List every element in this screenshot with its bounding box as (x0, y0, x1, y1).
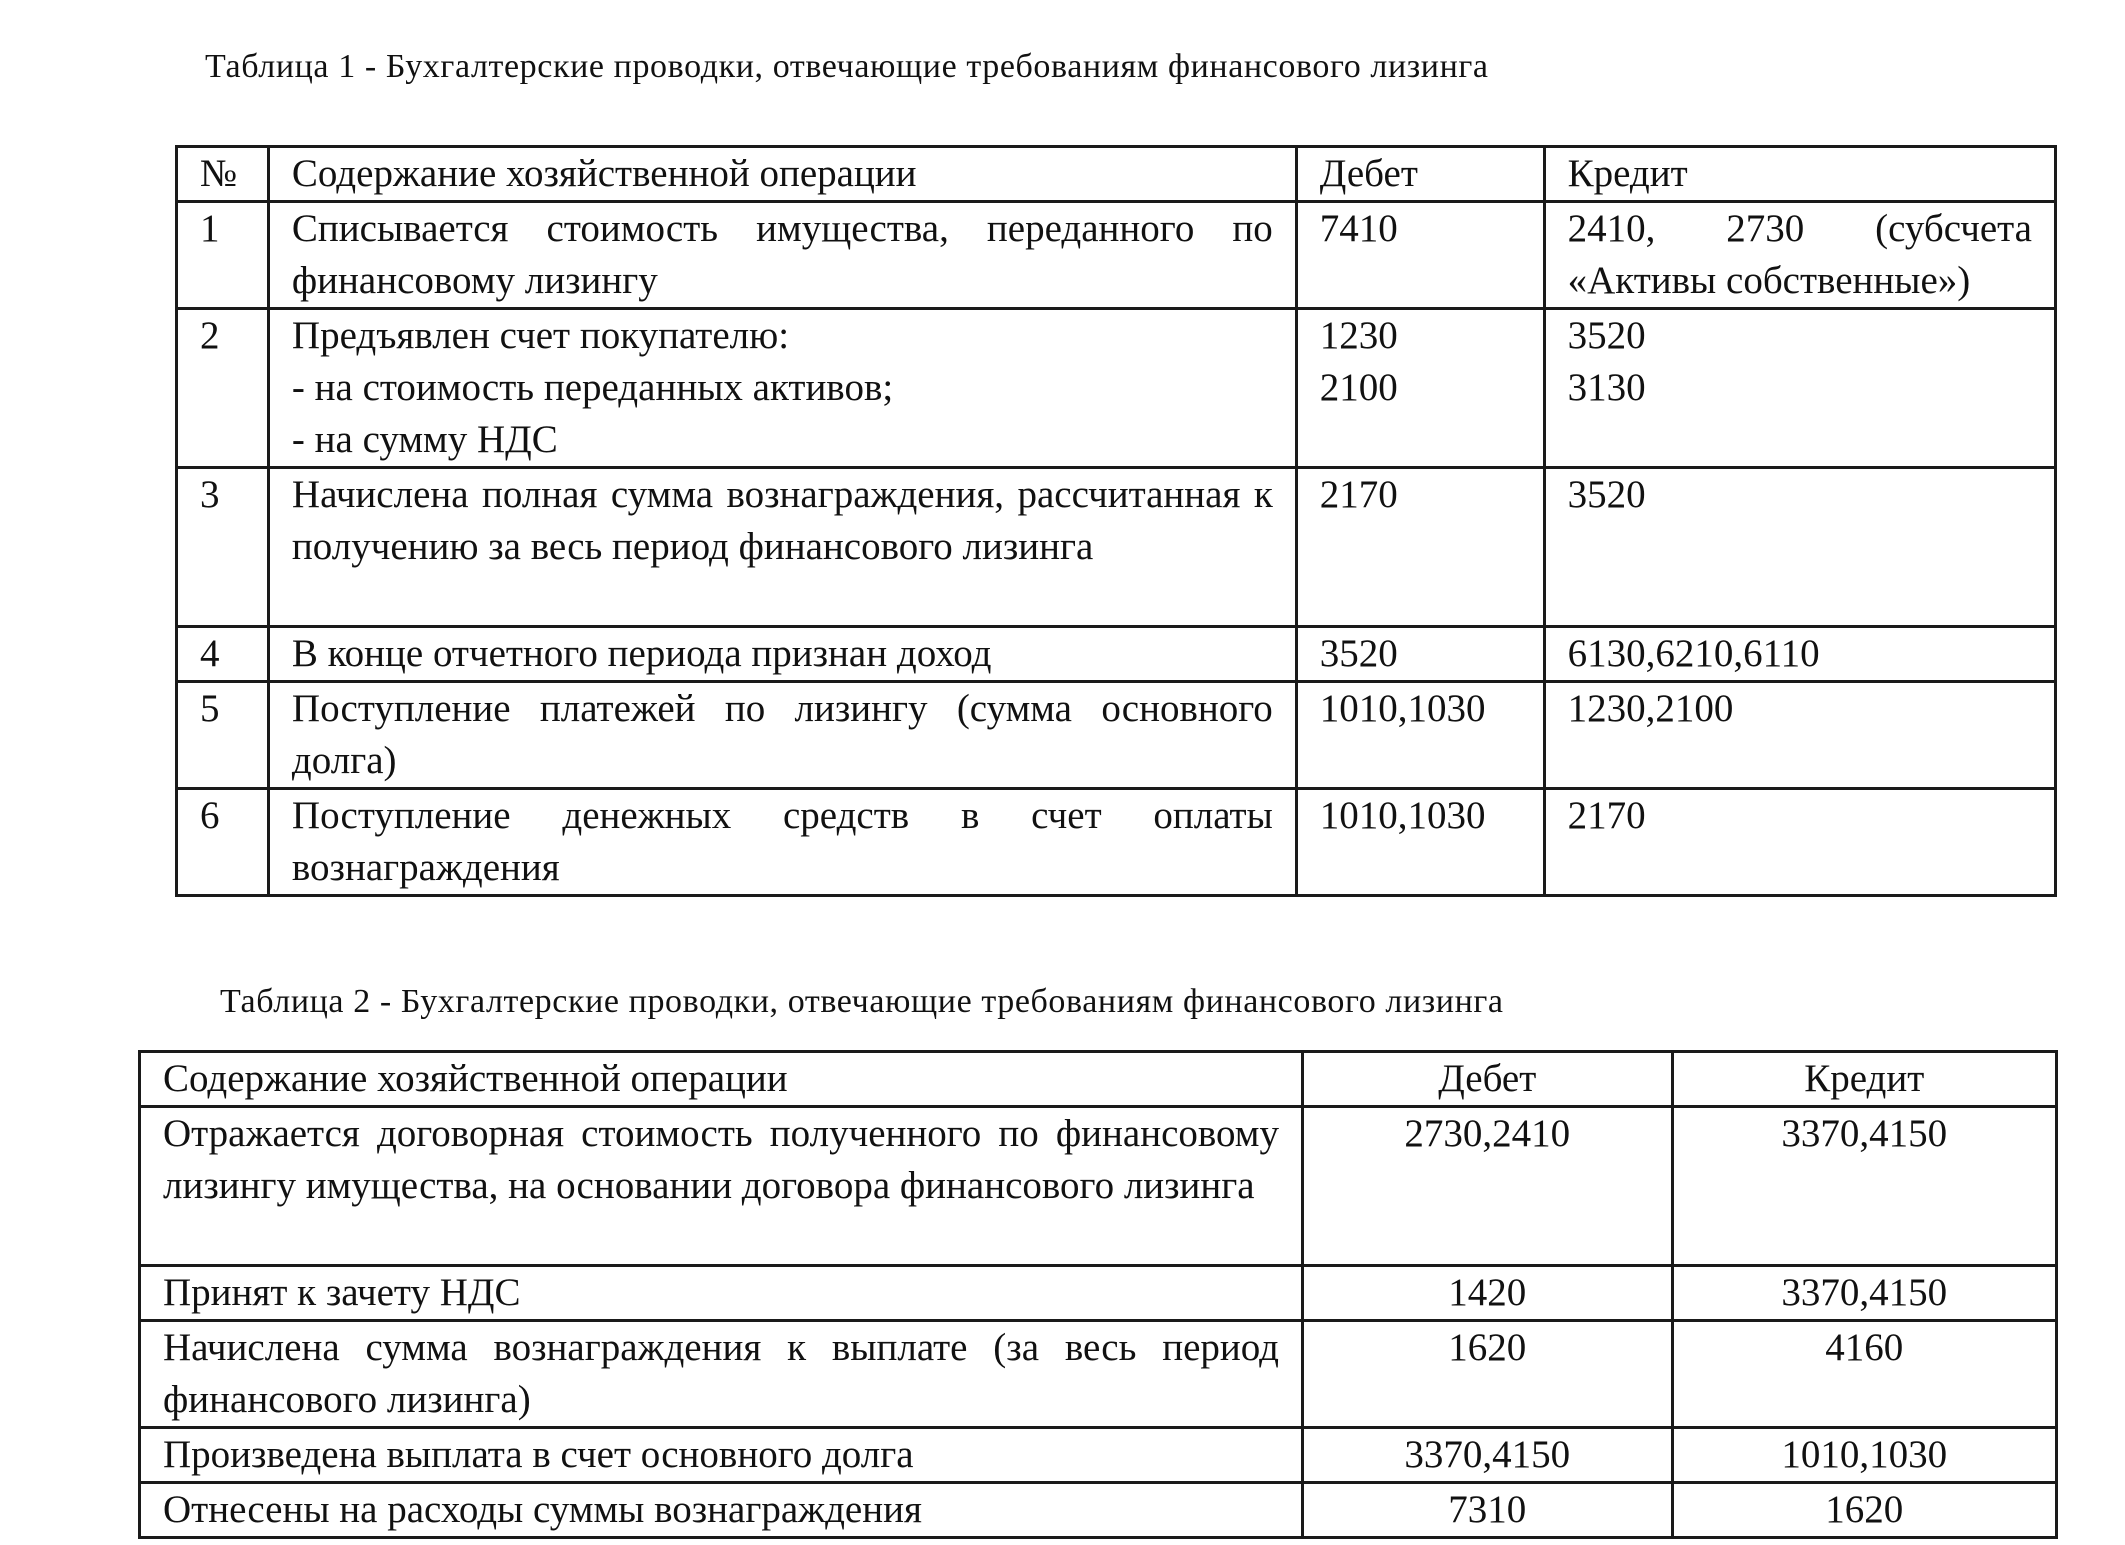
table-row (177, 682, 2056, 789)
table1-caption: Таблица 1 - Бухгалтерские проводки, отвечающие требованиям финансового лизинга (205, 48, 1489, 85)
row-credit-cell: 2170 (1544, 789, 2055, 896)
row-num-cell: 6 (177, 789, 269, 896)
row-debit-cell: 3370,4150 (1302, 1428, 1672, 1483)
table1 (175, 145, 2057, 897)
row-credit-cell: 3370,4150 (1672, 1266, 2057, 1321)
row-description-cell: Отражается договорная стоимость полученного по финансовому лизингу имущества, на основании договора финансового лизинга (140, 1107, 1303, 1266)
header-credit-cell: Кредит (1672, 1052, 2057, 1107)
row-credit-cell: 2410, 2730 (субсчета «Активы собственные») (1544, 202, 2055, 309)
row-description-cell (268, 309, 1296, 468)
table-row (177, 202, 2056, 309)
row-debit-cell: 1620 (1302, 1321, 1672, 1428)
row-num-cell: 5 (177, 682, 269, 789)
header-debit-cell: Дебет (1302, 1052, 1672, 1107)
row-credit-cell: 1010,1030 (1672, 1428, 2057, 1483)
row-credit-cell: 1620 (1672, 1483, 2057, 1538)
table2 (138, 1050, 2058, 1539)
table-row (177, 468, 2056, 627)
description-line: - на сумму НДС (291, 418, 558, 461)
row-debit-cell (1296, 309, 1544, 468)
row-debit-cell: 2730,2410 (1302, 1107, 1672, 1266)
debit-line: 2100 (1319, 366, 1398, 409)
table-row (140, 1428, 2057, 1483)
row-debit-cell: 1010,1030 (1296, 789, 1544, 896)
row-description-cell: Поступление денежных средств в счет оплаты вознаграждения (268, 789, 1296, 896)
table-row (177, 789, 2056, 896)
row-num-cell: 3 (177, 468, 269, 627)
row-debit-cell: 1010,1030 (1296, 682, 1544, 789)
row-credit-cell (1544, 309, 2055, 468)
header-debit-cell: Дебет (1296, 147, 1544, 202)
header-description-cell: Содержание хозяйственной операции (268, 147, 1296, 202)
row-description-cell: Начислена полная сумма вознаграждения, рассчитанная к получению за весь период финансового лизинга (268, 468, 1296, 627)
credit-line: 3520 (1567, 314, 1646, 357)
table2-caption: Таблица 2 - Бухгалтерские проводки, отвечающие требованиям финансового лизинга (220, 983, 1504, 1020)
description-line: - на стоимость переданных активов; (291, 366, 894, 409)
row-num-cell: 1 (177, 202, 269, 309)
table-row (140, 1107, 2057, 1266)
row-credit-cell: 6130,6210,6110 (1544, 627, 2055, 682)
row-debit-cell: 3520 (1296, 627, 1544, 682)
row-description-cell: В конце отчетного периода признан доход (268, 627, 1296, 682)
table-row (177, 627, 2056, 682)
row-description-cell: Поступление платежей по лизингу (сумма основного долга) (268, 682, 1296, 789)
row-credit-cell: 3520 (1544, 468, 2055, 627)
table2-header-row (140, 1052, 2057, 1107)
table-row (140, 1483, 2057, 1538)
description-line: Предъявлен счет покупателю: (291, 314, 790, 357)
row-debit-cell: 2170 (1296, 468, 1544, 627)
row-credit-cell: 1230,2100 (1544, 682, 2055, 789)
row-num-cell: 2 (177, 309, 269, 468)
table-row (140, 1266, 2057, 1321)
row-description-cell: Принят к зачету НДС (140, 1266, 1303, 1321)
debit-line: 1230 (1319, 314, 1398, 357)
row-description-cell: Отнесены на расходы суммы вознаграждения (140, 1483, 1303, 1538)
table-row (177, 309, 2056, 468)
credit-line: 3130 (1567, 366, 1646, 409)
header-credit-cell: Кредит (1544, 147, 2055, 202)
row-debit-cell: 7410 (1296, 202, 1544, 309)
header-num-cell: № (177, 147, 269, 202)
row-debit-cell: 7310 (1302, 1483, 1672, 1538)
row-description-cell: Произведена выплата в счет основного долга (140, 1428, 1303, 1483)
row-num-cell: 4 (177, 627, 269, 682)
row-credit-cell: 3370,4150 (1672, 1107, 2057, 1266)
row-credit-cell: 4160 (1672, 1321, 2057, 1428)
row-debit-cell: 1420 (1302, 1266, 1672, 1321)
row-description-cell: Начислена сумма вознаграждения к выплате (за весь период финансового лизинга) (140, 1321, 1303, 1428)
row-description-cell: Списывается стоимость имущества, переданного по финансовому лизингу (268, 202, 1296, 309)
table1-header-row (177, 147, 2056, 202)
table-row (140, 1321, 2057, 1428)
header-description-cell: Содержание хозяйственной операции (140, 1052, 1303, 1107)
